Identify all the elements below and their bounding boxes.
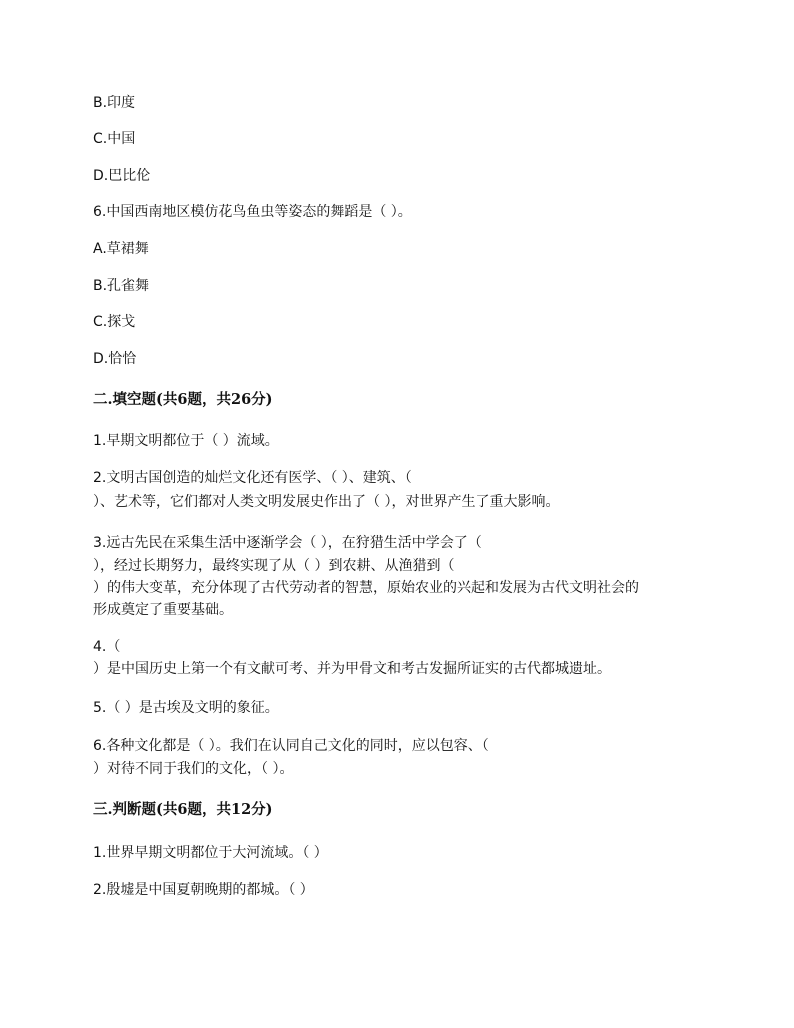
q5-option-b: B.印度 (93, 95, 136, 111)
q6-stem: 6.中国西南地区模仿花鸟鱼虫等姿态的舞蹈是（ ）。 (93, 204, 412, 220)
fill-q1: 1.早期文明都位于（ ）流域。 (93, 433, 279, 449)
q6-option-b: B.孔雀舞 (93, 278, 150, 294)
judge-q1: 1.世界早期文明都位于大河流域。（ ） (93, 845, 328, 861)
fill-q3-line-3: ）的伟大变革，充分体现了古代劳动者的智慧，原始农业的兴起和发展为古代文明社会的 (93, 580, 639, 596)
fill-q3-line-4: 形成奠定了重要基础。 (93, 602, 233, 618)
fill-q4-line-1: 4.（ (93, 639, 121, 655)
fill-q6-line-1: 6.各种文化都是（ ）。我们在认同自己文化的同时，应以包容、（ (93, 738, 489, 754)
fill-q5: 5.（ ）是古埃及文明的象征。 (93, 700, 279, 716)
fill-q2-line-1: 2.文明古国创造的灿烂文化还有医学、（ ）、建筑、（ (93, 470, 412, 486)
q5-option-c: C.中国 (93, 131, 136, 147)
section-2-heading: 二.填空题(共6题，共26分) (93, 391, 273, 408)
fill-q6-line-2: ）对待不同于我们的文化，（ ）。 (93, 761, 294, 777)
section-3-heading: 三.判断题(共6题，共12分) (93, 801, 273, 818)
fill-q2-line-2: ）、艺术等，它们都对人类文明发展史作出了（ ），对世界产生了重大影响。 (93, 494, 560, 510)
fill-q3-line-1: 3.远古先民在采集生活中逐渐学会（ ），在狩猎生活中学会了（ (93, 535, 482, 551)
fill-q3-line-2: ），经过长期努力，最终实现了从（ ）到农耕、从渔猎到（ (93, 558, 455, 574)
q6-option-d: D.恰恰 (93, 351, 137, 367)
fill-q4-line-2: ）是中国历史上第一个有文献可考、并为甲骨文和考古发掘所证实的古代都城遗址。 (93, 661, 611, 677)
q6-option-a: A.草裙舞 (93, 241, 149, 257)
q5-option-d: D.巴比伦 (93, 168, 151, 184)
q6-option-c: C.探戈 (93, 314, 136, 330)
judge-q2: 2.殷墟是中国夏朝晚期的都城。（ ） (93, 882, 314, 898)
